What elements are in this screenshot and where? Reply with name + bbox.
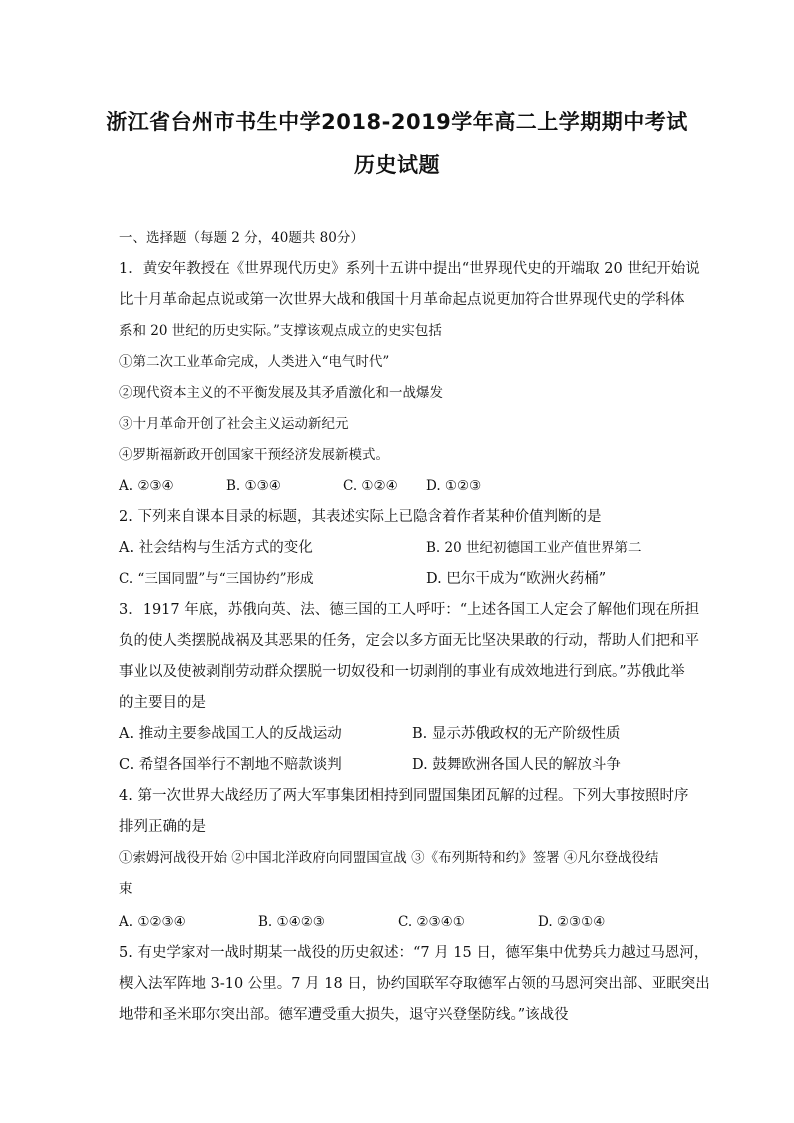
q1-item-2: ②现代资本主义的不平衡发展及其矛盾激化和一战爆发 bbox=[119, 385, 443, 401]
q3-option-d: D. 鼓舞欧洲各国人民的解放斗争 bbox=[412, 757, 621, 773]
q1-item-4: ④罗斯福新政开创国家干预经济发展新模式。 bbox=[119, 447, 389, 463]
q1-option-b: B. ①③④ bbox=[226, 478, 281, 494]
exam-subject-title: 历史试题 bbox=[354, 153, 440, 177]
q5-stem-line-3: 地带和圣米耶尔突出部。德军遭受重大损失，退守兴登堡防线。”该战役 bbox=[119, 1007, 569, 1023]
q4-events-line-2: 束 bbox=[119, 881, 133, 897]
exam-title: 浙江省台州市书生中学2018-2019学年高二上学期期中考试 bbox=[106, 110, 688, 134]
q1-option-a: A. ②③④ bbox=[119, 478, 174, 494]
q4-option-b: B. ①④②③ bbox=[258, 914, 325, 930]
q1-stem-line-2: 比十月革命起点说或第一次世界大战和俄国十月革命起点说更加符合世界现代史的学科体 bbox=[119, 292, 685, 308]
q1-stem-line-3: 系和 20 世纪的历史实际。”支撑该观点成立的史实包括 bbox=[119, 323, 442, 339]
q2-option-d: D. 巴尔干成为“欧洲火药桶” bbox=[426, 571, 607, 587]
q4-option-c: C. ②③④① bbox=[398, 914, 465, 930]
q4-stem-line-2: 排列正确的是 bbox=[119, 819, 206, 835]
q3-stem-line-4: 的主要目的是 bbox=[119, 695, 206, 711]
q4-option-d: D. ②③①④ bbox=[538, 914, 606, 930]
q5-stem-line-1: 5. 有史学家对一战时期某一战役的历史叙述：“7 月 15 日，德军集中优势兵力越过马恩河， bbox=[119, 945, 709, 961]
q2-option-b: B. 20 世纪初德国工业产值世界第二 bbox=[426, 540, 642, 556]
q3-option-a: A. 推动主要参战国工人的反战运动 bbox=[119, 726, 342, 742]
q4-events-line-1: ①索姆河战役开始 ②中国北洋政府向同盟国宣战 ③《布列斯特和约》签署 ④凡尔登战役结 bbox=[119, 850, 659, 866]
q2-stem: 2. 下列来自课本目录的标题，其表述实际上已隐含着作者某种价值判断的是 bbox=[119, 509, 602, 525]
q3-stem-line-1: 3．1917 年底，苏俄向英、法、德三国的工人呼吁：“上述各国工人定会了解他们现在所担 bbox=[119, 602, 700, 618]
q1-item-3: ③十月革命开创了社会主义运动新纪元 bbox=[119, 416, 349, 432]
section-heading: 一、选择题（每题 2 分，40题共 80分） bbox=[119, 230, 364, 246]
q4-option-a: A. ①②③④ bbox=[119, 914, 186, 930]
q1-item-1: ①第二次工业革命完成，人类进入“电气时代” bbox=[119, 354, 390, 370]
q3-option-b: B. 显示苏俄政权的无产阶级性质 bbox=[412, 726, 621, 742]
q1-stem-line-1: 1．黄安年教授在《世界现代历史》系列十五讲中提出“世界现代史的开端取 20 世纪开始说 bbox=[119, 261, 700, 277]
q4-stem-line-1: 4. 第一次世界大战经历了两大军事集团相持到同盟国集团瓦解的过程。下列大事按照时序 bbox=[119, 788, 689, 804]
q3-option-c: C. 希望各国举行不割地不赔款谈判 bbox=[119, 757, 342, 773]
q3-stem-line-3: 事业以及使被剥削劳动群众摆脱一切奴役和一切剥削的事业有成效地进行到底。”苏俄此举 bbox=[119, 664, 685, 680]
q1-option-d: D. ①②③ bbox=[426, 478, 482, 494]
q1-option-c: C. ①②④ bbox=[343, 478, 398, 494]
q2-option-c: C. “三国同盟”与“三国协约”形成 bbox=[119, 571, 314, 587]
q3-stem-line-2: 负的使人类摆脱战祸及其恶果的任务，定会以多方面无比坚决果敢的行动，帮助人们把和平 bbox=[119, 633, 699, 649]
q5-stem-line-2: 楔入法军阵地 3-10 公里。7 月 18 日，协约国联军夺取德军占领的马恩河突出部、亚眠突出 bbox=[119, 976, 710, 992]
q2-option-a: A. 社会结构与生活方式的变化 bbox=[119, 540, 313, 556]
